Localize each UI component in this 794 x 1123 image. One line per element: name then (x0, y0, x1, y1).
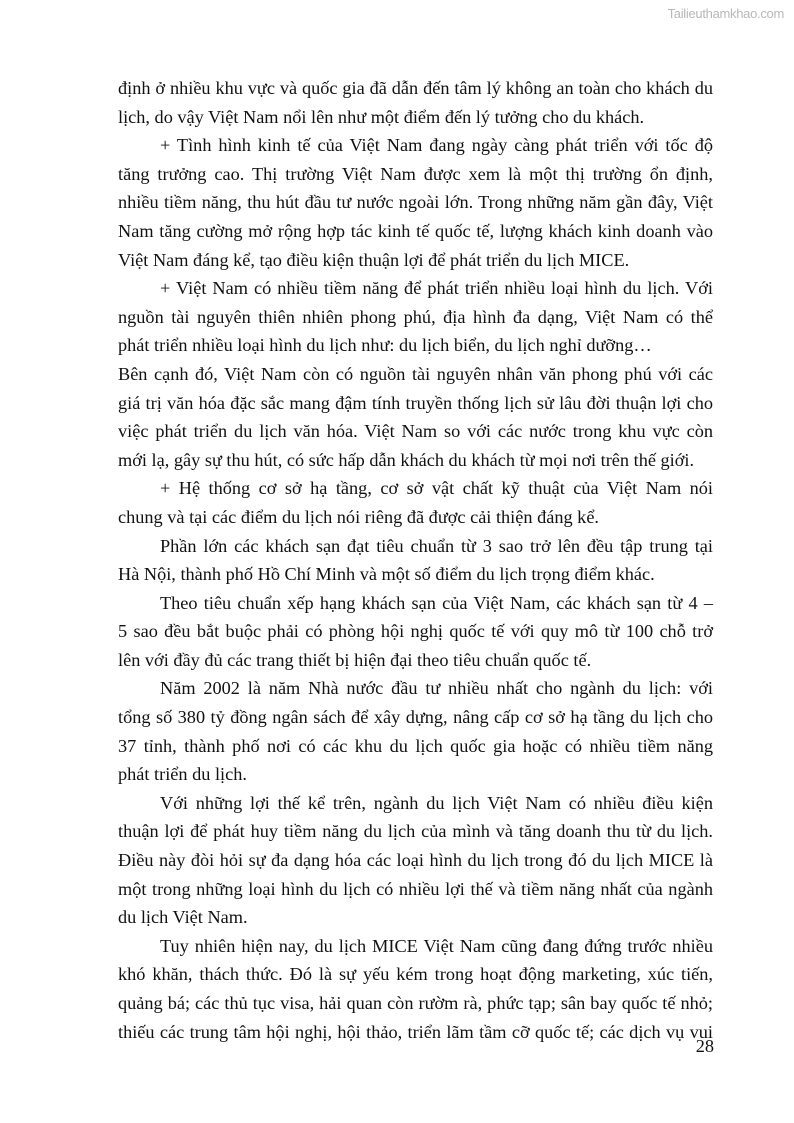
text-line: phát triển nhiều loại hình du lịch như: du lịch biển, du lịch nghỉ dưỡng… (118, 335, 652, 356)
text-line: thiếu các trung tâm hội nghị, hội thảo, triển lãm tầm cỡ quốc tế; các dịch vụ vui (118, 1021, 713, 1042)
text-line: Phần lớn các khách sạn đạt tiêu chuẩn từ 3 sao trở lên đều tập trung tại (160, 535, 713, 556)
text-line: Với những lợi thế kể trên, ngành du lịch Việt Nam có nhiều điều kiện (160, 792, 713, 813)
text-line: Hà Nội, thành phố Hồ Chí Minh và một số điểm du lịch trọng điểm khác. (118, 564, 655, 585)
paragraph (118, 474, 713, 531)
page-number: 28 (695, 1036, 714, 1056)
text-line: lịch, do vậy Việt Nam nổi lên như một điểm đến lý tưởng cho du khách. (118, 106, 645, 127)
text-line: 5 sao đều bắt buộc phải có phòng hội nghị quốc tế với quy mô từ 100 chỗ trở (118, 621, 713, 642)
text-line: Nam tăng cường mở rộng hợp tác kinh tế quốc tế, lượng khách kinh doanh vào (118, 220, 713, 241)
text-line: + Hệ thống cơ sở hạ tầng, cơ sở vật chất kỹ thuật của Việt Nam nói (160, 478, 713, 499)
paragraph (118, 789, 713, 932)
paragraph (118, 274, 713, 360)
text-line: Tuy nhiên hiện nay, du lịch MICE Việt Nam cũng đang đứng trước nhiều (160, 935, 713, 956)
text-line: nhiều tiềm năng, thu hút đầu tư nước ngoài lớn. Trong những năm gần đây, Việt (118, 192, 713, 213)
text-line: nguồn tài nguyên thiên nhiên phong phú, địa hình đa dạng, Việt Nam có thể (118, 306, 713, 327)
text-line: Bên cạnh đó, Việt Nam còn có nguồn tài nguyên nhân văn phong phú với các (118, 363, 713, 384)
text-line: tăng trưởng cao. Thị trường Việt Nam được xem là một thị trường ổn định, (118, 163, 713, 184)
watermark: Tailieuthamkhao.com (667, 6, 784, 21)
paragraph (118, 532, 713, 589)
text-line: phát triển du lịch. (118, 764, 247, 785)
paragraph (118, 74, 713, 131)
text-line: + Tình hình kinh tế của Việt Nam đang ngày càng phát triển với tốc độ (160, 135, 713, 156)
text-line: Việt Nam đáng kể, tạo điều kiện thuận lợi để phát triển du lịch MICE. (118, 249, 630, 270)
text-line: định ở nhiều khu vực và quốc gia đã dẫn đến tâm lý không an toàn cho khách du (118, 78, 713, 98)
document-body (118, 74, 713, 1046)
paragraph (118, 674, 713, 788)
text-line: khó khăn, thách thức. Đó là sự yếu kém trong hoạt động marketing, xúc tiến, (118, 964, 713, 985)
paragraph (118, 932, 713, 1046)
paragraph (118, 131, 713, 274)
text-line: + Việt Nam có nhiều tiềm năng để phát triển nhiều loại hình du lịch. Với (160, 278, 713, 299)
text-line: Năm 2002 là năm Nhà nước đầu tư nhiều nhất cho ngành du lịch: với (160, 678, 713, 699)
text-line: việc phát triển du lịch văn hóa. Việt Nam so với các nước trong khu vực còn (118, 421, 713, 442)
text-line: du lịch Việt Nam. (118, 907, 248, 928)
paragraph (118, 589, 713, 675)
text-line: Theo tiêu chuẩn xếp hạng khách sạn của Việt Nam, các khách sạn từ 4 – (160, 592, 713, 613)
text-line: 37 tỉnh, thành phố nơi có các khu du lịch quốc gia hoặc có nhiều tiềm năng (118, 735, 713, 756)
text-line: Điều này đòi hỏi sự đa dạng hóa các loại hình du lịch trong đó du lịch MICE là (118, 850, 713, 871)
text-line: giá trị văn hóa đặc sắc mang đậm tính truyền thống lịch sử lâu đời thuận lợi cho (118, 392, 713, 413)
text-line: tổng số 380 tỷ đồng ngân sách để xây dựng, nâng cấp cơ sở hạ tầng du lịch cho (118, 707, 713, 728)
paragraph (118, 360, 713, 474)
text-line: lên với đầy đủ các trang thiết bị hiện đại theo tiêu chuẩn quốc tế. (118, 649, 592, 670)
text-line: thuận lợi để phát huy tiềm năng du lịch của mình và tăng doanh thu từ du lịch. (118, 821, 713, 842)
text-line: một trong những loại hình du lịch có nhiều lợi thế và tiềm năng nhất của ngành (118, 878, 713, 899)
text-line: chung và tại các điểm du lịch nói riêng đã được cải thiện đáng kể. (118, 506, 600, 527)
text-line: quảng bá; các thủ tục visa, hải quan còn rườm rà, phức tạp; sân bay quốc tế nhỏ; (118, 993, 713, 1013)
text-line: mới lạ, gây sự thu hút, có sức hấp dẫn khách du khách từ mọi nơi trên thế giới. (118, 449, 695, 470)
